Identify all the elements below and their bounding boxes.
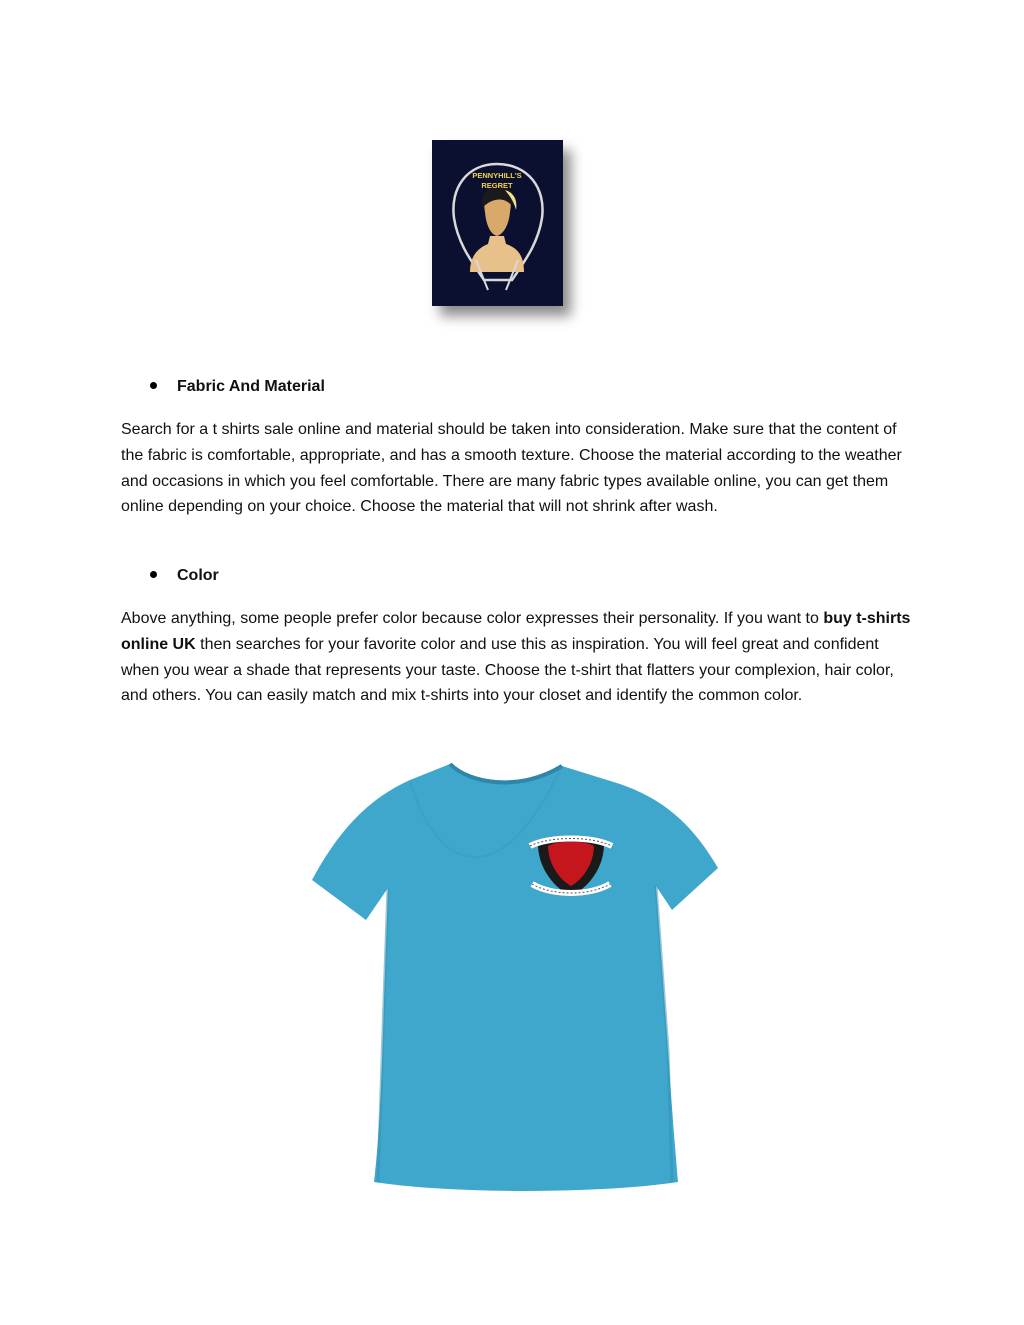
paragraph-color [121, 606, 911, 709]
tshirt-product-image [300, 750, 730, 1195]
bullet-heading-fabric [150, 377, 325, 397]
brand-logo-image [432, 140, 563, 306]
bullet-icon [150, 571, 157, 578]
bullet-icon [150, 382, 157, 389]
paragraph-fabric: Search for a t shirts sale online and material should be taken into consideration. Make sure that the content of the fabric is comfortable, appropriate, and has a smooth texture. Choose the material according to the weather and occasions in which you feel comfortable. There are many fabric types available online, you can get them online depending on your choice. Choose the material that will not shrink after wash. [121, 421, 902, 516]
bullet-heading-color [150, 566, 219, 586]
tshirt-illustration [300, 750, 730, 1195]
brand-logo [432, 140, 563, 306]
paragraph-color-link-text: buy t-shirts online UK [121, 610, 911, 653]
logo-text-line1: PENNYHILL'S [472, 171, 522, 180]
paragraph-color-part2: then searches for your favorite color and use this as inspiration. You will feel great and confident when you wear a shade that represents your taste. Choose the t-shirt that flatters your complexion, hair color, and others. You can easily match and mix t-shirts into your closet and identify the common color. [121, 635, 894, 705]
heading-fabric-and-material: Fabric And Material [177, 378, 325, 395]
logo-text-line2: REGRET [481, 181, 513, 190]
heading-color: Color [177, 567, 219, 584]
paragraph-color-part1: Above anything, some people prefer color because color expresses their personality. If you want to [121, 610, 824, 627]
